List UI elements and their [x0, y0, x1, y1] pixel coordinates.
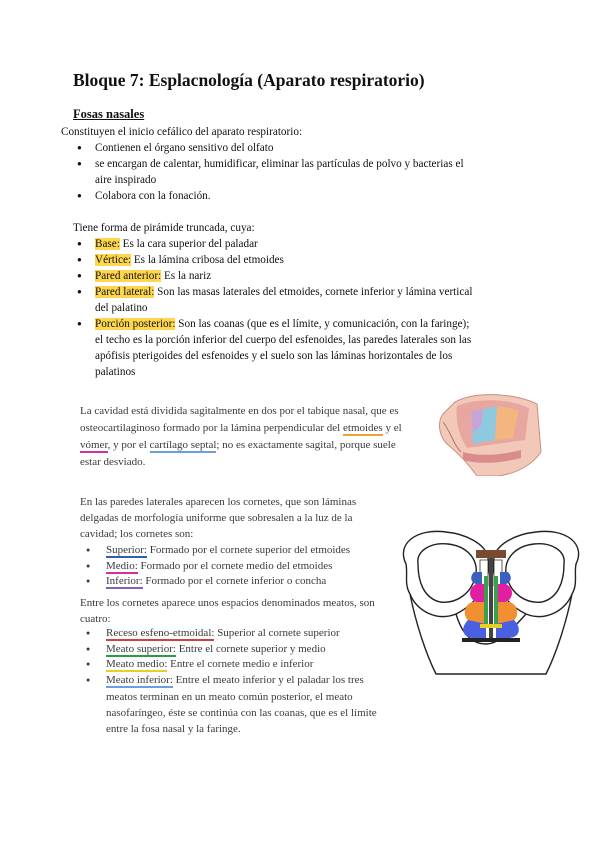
list-item: ● Pared lateral: Son las masas laterales del etmoides, cornete inferior y lámina vertical: [73, 284, 472, 300]
functions-list: [73, 140, 464, 204]
list-item-continuation: del palatino: [95, 302, 148, 314]
meatos-cont-3: entre la fosa nasal y la faringe.: [106, 723, 241, 735]
list-item-continuation: apófisis pterigoides del esfenoides y el suelo son las láminas horizontales de los: [95, 350, 453, 362]
parts-list: [73, 236, 472, 380]
meatos-list: [80, 626, 364, 688]
list-item-continuation: el techo es la porción inferior del cuerpo del esfenoides, las paredes laterales son las: [95, 334, 472, 346]
list-item-continuation: aire inspirado: [95, 174, 157, 186]
intro-text: Constituyen el inicio cefálico del aparato respiratorio:: [61, 126, 303, 138]
list-item: ● se encargan de calentar, humidificar, eliminar las partículas de polvo y bacterias el: [73, 156, 464, 172]
septum-line-4: estar desviado.: [80, 456, 146, 468]
cornetes-p1: En las paredes laterales aparecen los cornetes, que son láminas: [80, 496, 357, 508]
meatos-cont-1: meatos terminan en un meato común posterior, el meato: [106, 691, 353, 703]
list-item: ● Colabora con la fonación.: [73, 188, 464, 204]
list-item: ● Meato inferior: Entre el meato inferior y el paladar los tres: [80, 673, 364, 689]
list-item: ● Base: Es la cara superior del paladar: [73, 236, 472, 252]
list-item-continuation: palatinos: [95, 366, 136, 378]
term-highlight: Porción posterior:: [95, 318, 176, 330]
list-item: ● Inferior: Formado por el cornete inferior o concha: [80, 574, 350, 590]
section-heading: Fosas nasales: [73, 107, 145, 121]
list-item: ● Superior: Formado por el cornete superior del etmoides: [80, 543, 350, 559]
list-item: ● Pared anterior: Es la nariz: [73, 268, 472, 284]
cornetes-p3: cavidad; los cornetes son:: [80, 528, 194, 540]
cartilago-term: cartílago septal: [149, 439, 217, 451]
septum-line-2: osteocartilaginoso formado por la lámina perpendicular del etmoides y el: [80, 422, 402, 434]
list-item: ● Porción posterior: Son las coanas (que es el límite, y comunicación, con la faringe);: [73, 316, 472, 332]
term-highlight: Pared anterior:: [95, 270, 162, 282]
meatos-cont-2: nasofaríngeo, éste se continúa con las coanas, que es el límite: [106, 707, 377, 719]
shape-intro: Tiene forma de pirámide truncada, cuya:: [73, 222, 255, 234]
etmoides-term: etmoides: [343, 422, 383, 434]
list-item: ● Contienen el órgano sensitivo del olfato: [73, 140, 464, 156]
nasal-cavity-coronal-diagram: [396, 524, 586, 682]
septum-line-1: La cavidad está dividida sagitalmente en dos por el tabique nasal, que es: [80, 405, 399, 417]
cornetes-p2: delgadas de morfología uniforme que sobresalen a la luz de la: [80, 512, 353, 524]
page-title: Bloque 7: Esplacnología (Aparato respiratorio): [73, 70, 425, 90]
nasal-septum-illustration: [437, 392, 543, 476]
list-item: ● Meato superior: Entre el cornete superior y medio: [80, 642, 364, 658]
list-item: ● Receso esfeno-etmoidal: Superior al cornete superior: [80, 626, 364, 642]
meatos-p2: cuatro:: [80, 613, 111, 625]
cornetes-list: [80, 543, 350, 590]
list-item: ● Vértice: Es la lámina cribosa del etmoides: [73, 252, 472, 268]
term-highlight: Vértice:: [95, 254, 132, 266]
septum-line-3: vómer, y por el cartílago septal; no es exactamente sagital, porque suele: [80, 439, 396, 451]
term-highlight: Base:: [95, 238, 120, 250]
meatos-p1: Entre los cornetes aparece unos espacios denominados meatos, son: [80, 597, 375, 609]
vomer-term: vómer: [80, 439, 108, 451]
term-highlight: Pared lateral:: [95, 286, 155, 298]
list-item: ● Meato medio: Entre el cornete medio e inferior: [80, 657, 364, 673]
list-item: ● Medio: Formado por el cornete medio del etmoides: [80, 559, 350, 575]
